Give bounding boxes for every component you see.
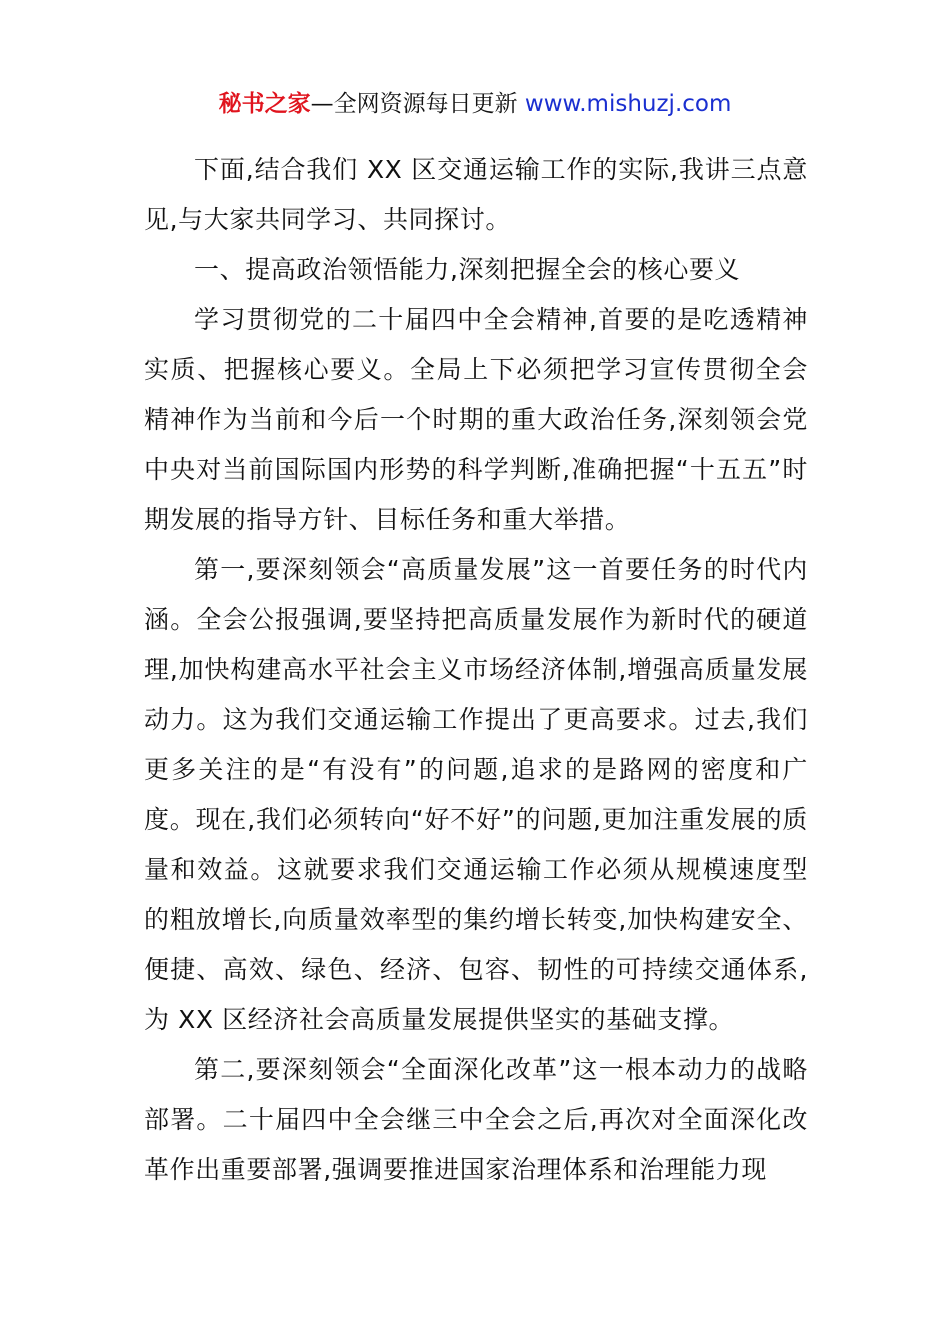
intro-paragraph: 下面,结合我们 XX 区交通运输工作的实际,我讲三点意见,与大家共同学习、共同探讨。 <box>144 155 808 234</box>
body-paragraph: 学习贯彻党的二十届四中全会精神,首要的是吃透精神实质、把握核心要义。全局上下必须把学习宣传贯彻全会精神作为当前和今后一个时期的重大政治任务,深刻领会党中央对当前国际国内形势的科学判断,准确把握“十五五”时期发展的指导方针、目标任务和重大举措。 <box>144 305 808 534</box>
body-paragraph: 第二,要深刻领会“全面深化改革”这一根本动力的战略部署。二十届四中全会继三中全会之后,再次对全面深化改革作出重要部署,强调要推进国家治理体系和治理能力现 <box>144 1055 808 1184</box>
header-tagline: —全网资源每日更新 <box>310 91 525 117</box>
section-heading: 一、提高政治领悟能力,深刻把握全会的核心要义 <box>194 255 741 284</box>
site-url-link[interactable]: www.mishuzj.com <box>524 91 732 117</box>
body-paragraph: 第一,要深刻领会“高质量发展”这一首要任务的时代内涵。全会公报强调,要坚持把高质量发展作为新时代的硬道理,加快构建高水平社会主义市场经济体制,增强高质量发展动力。这为我们交通运输工作提出了更高要求。过去,我们更多关注的是“有没有”的问题,追求的是路网的密度和广度。现在,我们必须转向“好不好”的问题,更加注重发展的质量和效益。这就要求我们交通运输工作必须从规模速度型的粗放增长,向质量效率型的集约增长转变,加快构建安全、便捷、高效、绿色、经济、包容、韧性的可持续交通体系,为 XX 区经济社会高质量发展提供坚实的基础支撑。 <box>144 555 808 1034</box>
document-body <box>144 145 808 1195</box>
brand-name: 秘书之家 <box>218 91 311 117</box>
site-header <box>0 88 950 120</box>
